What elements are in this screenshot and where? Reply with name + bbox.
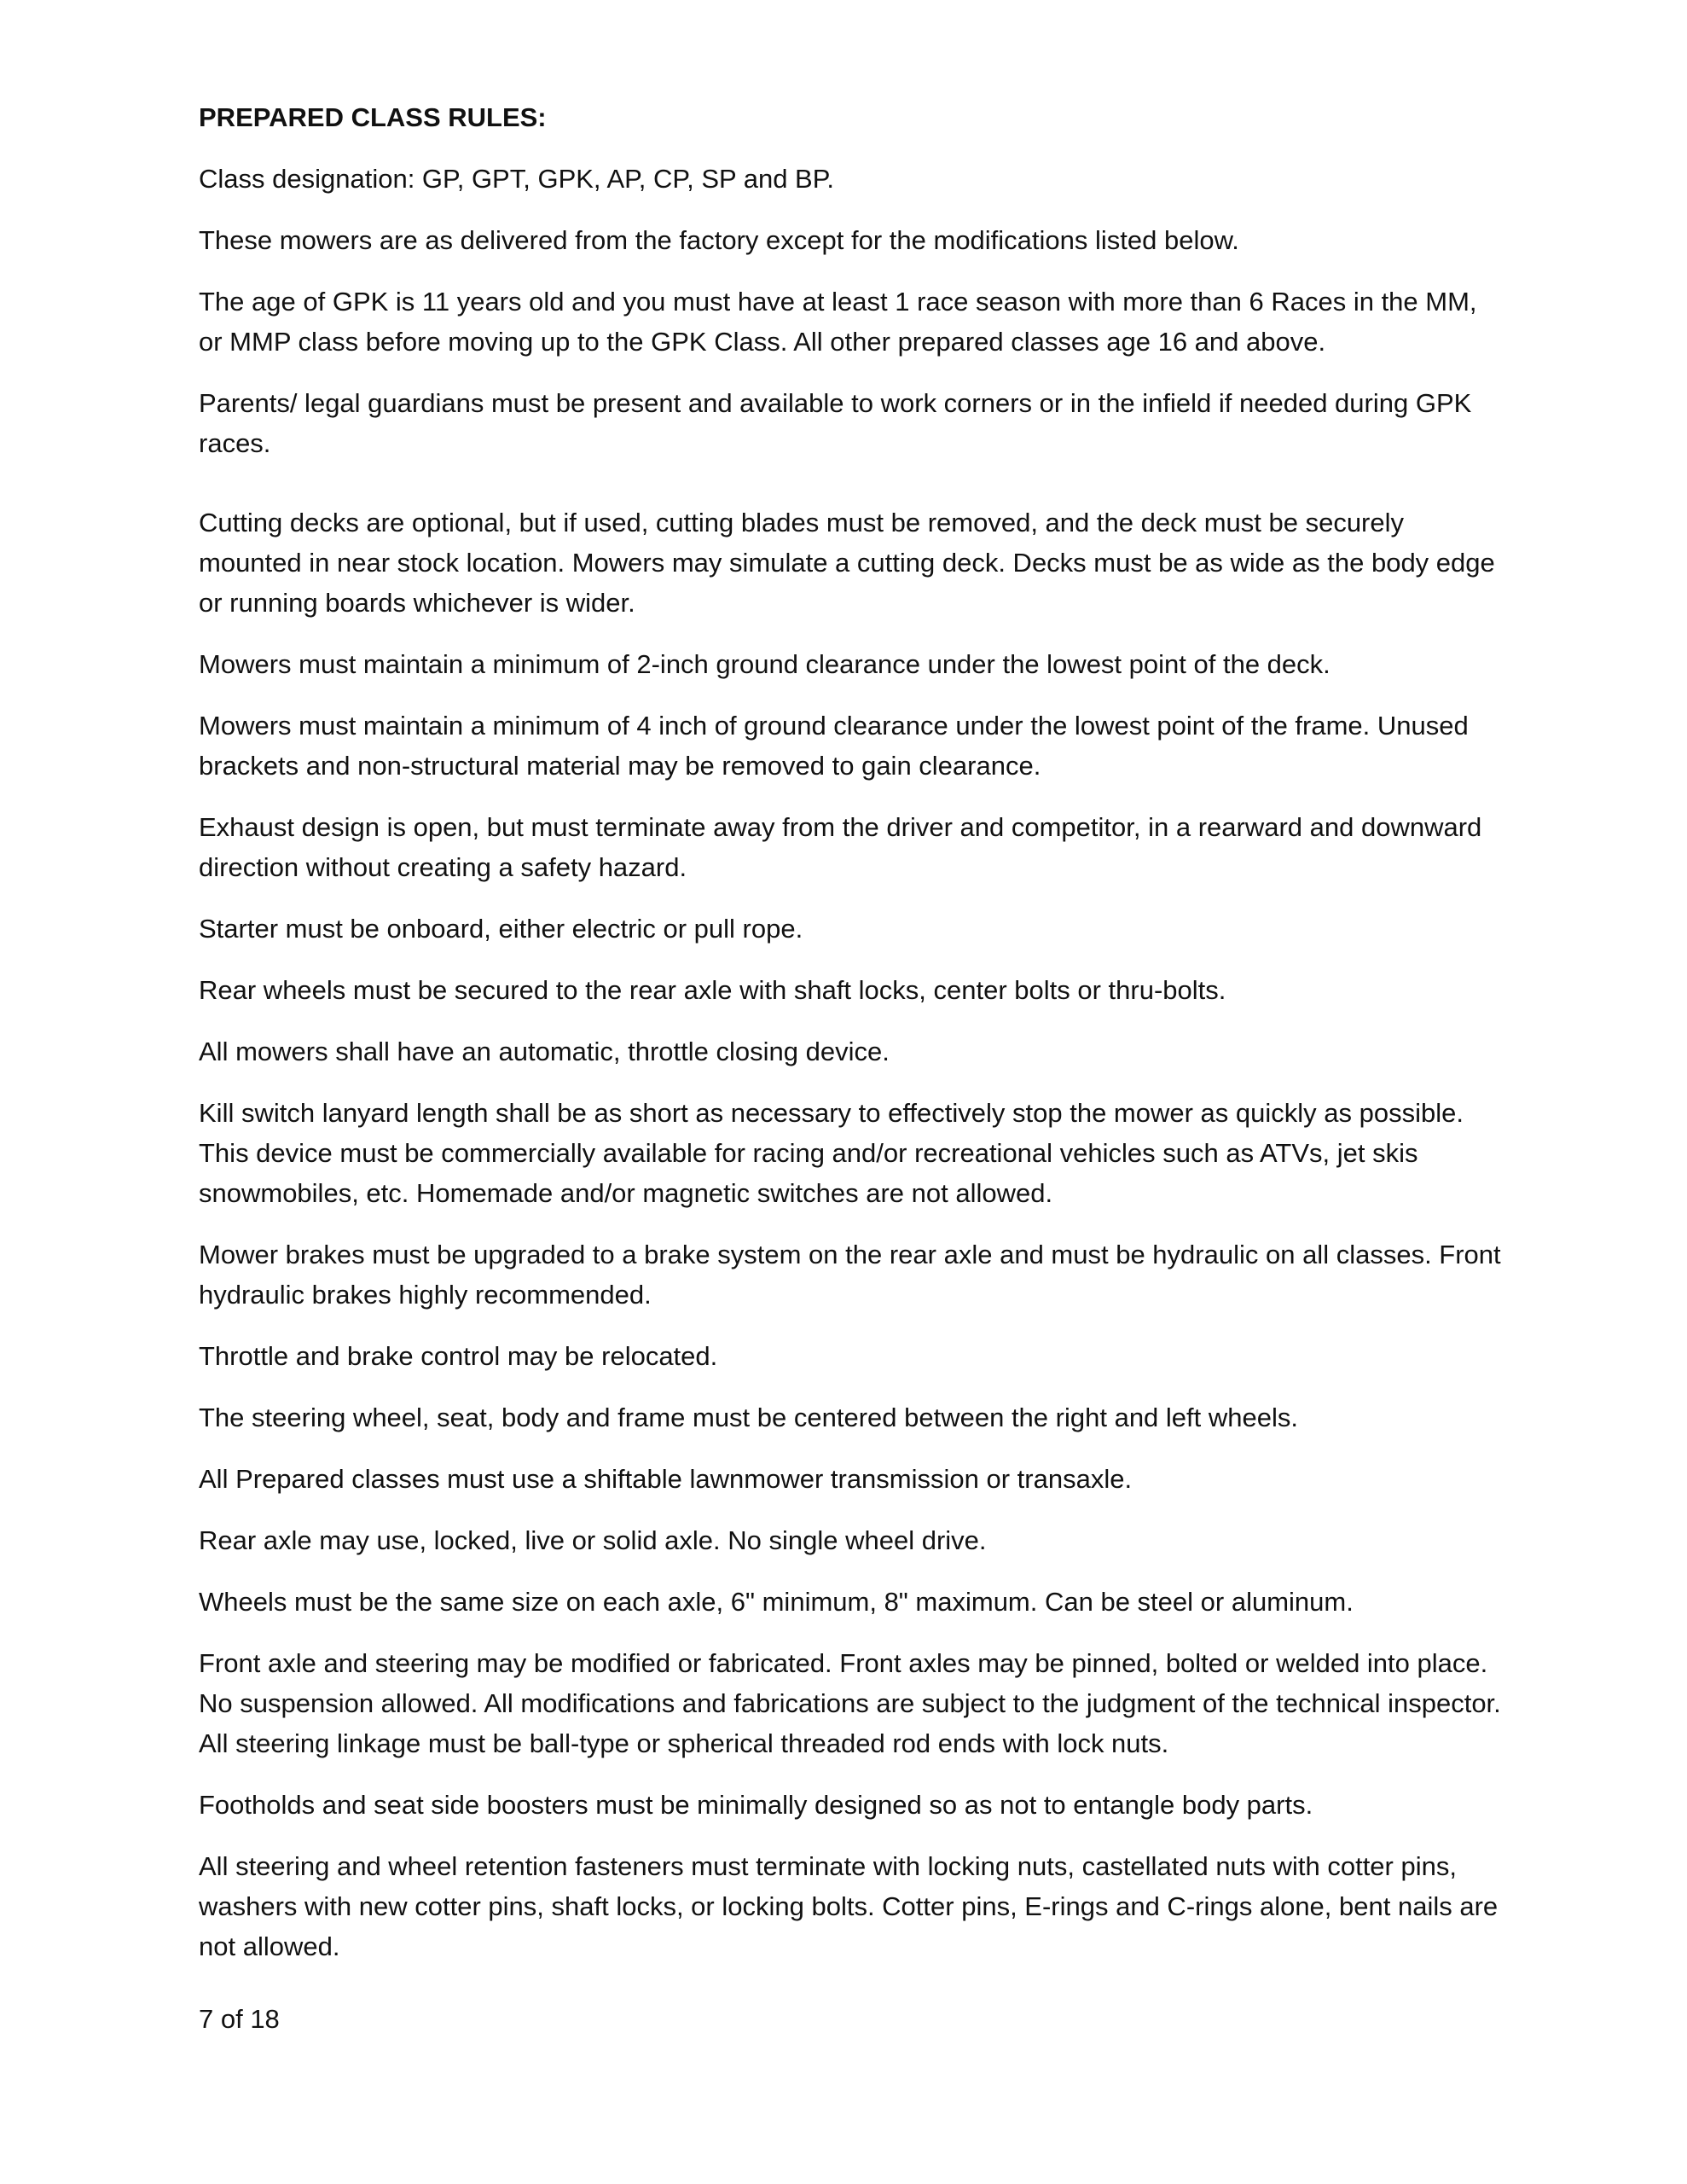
rule-rear-wheels: Rear wheels must be secured to the rear axle with shaft locks, center bolts or thru-bolts. — [199, 975, 1226, 1005]
rule-gpk-age: The age of GPK is 11 years old and you must have at least 1 race season with more than 6 Races in the MM, or MMP class before moving up to the GPK Class. All other prepared classes age 16 and above. — [199, 287, 1477, 357]
rule-fasteners: All steering and wheel retention fasteners must terminate with locking nuts, castellated nuts with cotter pins, washers with new cotter pins, shaft locks, or locking bolts. Cotter pins, E-rings and C-rings alone, bent nails are not allowed. — [199, 1851, 1499, 1961]
rule-transmission: All Prepared classes must use a shiftable lawnmower transmission or transaxle. — [199, 1464, 1133, 1494]
rule-front-axle-steering: Front axle and steering may be modified or fabricated. Front axles may be pinned, bolted or welded into place. No suspension allowed. All modifications and fabrications are subject to the judgment of the technical inspector. All steering linkage must be ball-type or spherical threaded rod ends with lock nuts. — [199, 1648, 1501, 1758]
document-body — [199, 97, 1504, 1988]
rule-kill-switch: Kill switch lanyard length shall be as short as necessary to effectively stop the mower as quickly as possible. This device must be commercially available for racing and/or recreational vehicles such as ATVs, jet skis snowmobiles, etc. Homemade and/or magnetic switches are not allowed. — [199, 1098, 1464, 1208]
page-number: 7 of 18 — [199, 2004, 280, 2034]
rule-parents-guardians: Parents/ legal guardians must be present and available to work corners or in the infield if needed during GPK races. — [199, 388, 1472, 458]
rule-factory-delivery: These mowers are as delivered from the factory except for the modifications listed below. — [199, 225, 1239, 255]
rule-rear-axle: Rear axle may use, locked, live or solid axle. No single wheel drive. — [199, 1525, 987, 1555]
rule-brakes: Mower brakes must be upgraded to a brake system on the rear axle and must be hydraulic on all classes. Front hydraulic brakes highly recommended. — [199, 1240, 1501, 1310]
rule-class-designation: Class designation: GP, GPT, GPK, AP, CP, SP and BP. — [199, 164, 835, 194]
rule-starter: Starter must be onboard, either electric or pull rope. — [199, 914, 803, 944]
rule-deck-clearance: Mowers must maintain a minimum of 2-inch ground clearance under the lowest point of the deck. — [199, 649, 1330, 679]
rule-frame-clearance: Mowers must maintain a minimum of 4 inch of ground clearance under the lowest point of the frame. Unused brackets and non-structural material may be removed to gain clearance. — [199, 711, 1469, 781]
rule-wheel-size: Wheels must be the same size on each axle, 6" minimum, 8" maximum. Can be steel or aluminum. — [199, 1587, 1354, 1617]
rule-exhaust: Exhaust design is open, but must terminate away from the driver and competitor, in a rearward and downward direction without creating a safety hazard. — [199, 812, 1482, 882]
rule-centering: The steering wheel, seat, body and frame must be centered between the right and left wheels. — [199, 1403, 1298, 1432]
section-heading: PREPARED CLASS RULES: — [199, 102, 547, 132]
rule-cutting-decks: Cutting decks are optional, but if used, cutting blades must be removed, and the deck must be securely mounted in near stock location. Mowers may simulate a cutting deck. Decks must be as wide as the body edge or running boards whichever is wider. — [199, 508, 1495, 618]
rule-throttle-device: All mowers shall have an automatic, throttle closing device. — [199, 1037, 890, 1066]
rule-footholds: Footholds and seat side boosters must be minimally designed so as not to entangle body parts. — [199, 1790, 1313, 1820]
rule-controls-relocation: Throttle and brake control may be relocated. — [199, 1341, 718, 1371]
